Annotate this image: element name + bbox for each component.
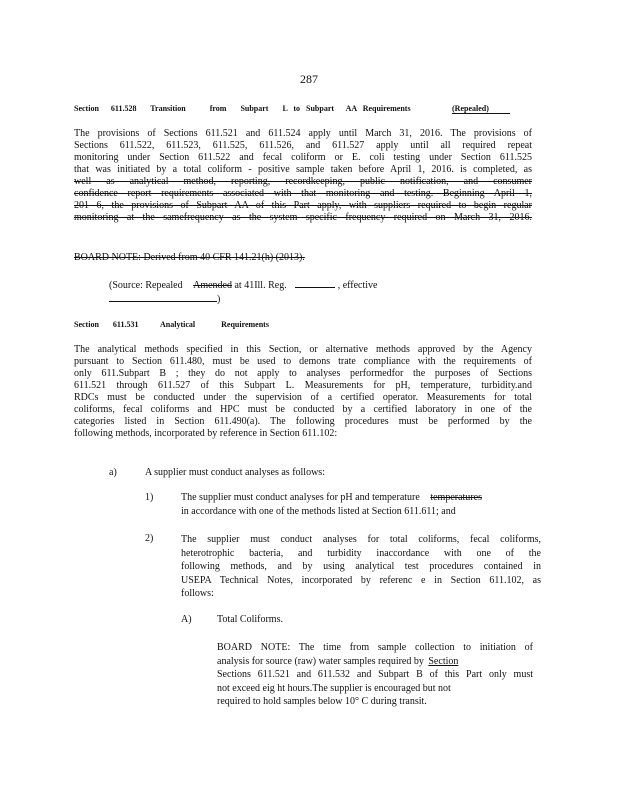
text-line: The analytical methods specified in this Section, or alternative methods approved by the Agency [74, 344, 532, 355]
text-line: follows: [181, 588, 214, 599]
section-531-heading: Section 611.531 Analytical Requirements [74, 320, 269, 329]
section-underlined-word: Section [428, 655, 459, 667]
struck-line: 201 6, the provisions of Subpart AA of this Part apply, with suppliers required to begin regular [74, 200, 532, 211]
text-line: following methods, incorporated by reference in Section 611.102: [74, 428, 338, 439]
note-line2-text: analysis for source (raw) water samples required by [217, 655, 424, 667]
text-line: USEPA Technical Notes, incorporated by referenc e in Section 611.102, as [181, 574, 541, 586]
source-mid: at 41Ill. Reg. [234, 280, 287, 291]
text-line: coliforms, fecal coliforms and HPC must be conducted by a certified laboratory in one of the [74, 404, 532, 415]
register-volume-blank [295, 278, 335, 288]
effective-date-blank [109, 292, 217, 302]
source-note [109, 278, 378, 292]
text-line: 611.521 through 611.527 of this Subpart L. Measurements for pH, temperature, turbidity.and [74, 380, 532, 391]
section-528-heading: Section 611.528 Transition from Subpart L to Subpart AA Requirements [74, 104, 411, 113]
repealed-label: (Repealed) [452, 104, 510, 114]
subsection-a-text: A supplier must conduct analyses as follows: [145, 467, 325, 478]
text-line: categories listed in Section 611.490(a). The following procedures must be performed by the [74, 416, 532, 427]
section-528-paragraph [74, 128, 532, 224]
item-1-struck-word: temperatures [430, 492, 482, 503]
text-line: required to hold samples below 10° C during transit. [217, 696, 427, 707]
text-line: heterotrophic bacteria, and turbidity inaccordance with one of the [181, 547, 541, 559]
item-1-line2: in accordance with one of the methods listed at Section 611.611; and [181, 506, 456, 517]
text-line: BOARD NOTE: The time from sample collection to initiation of [217, 642, 533, 653]
item-1-text: The supplier must conduct analyses for pH and temperature [181, 492, 420, 503]
text-line: The supplier must conduct analyses for total coliforms, fecal coliforms, [181, 534, 541, 545]
subsection-a-label: a) [109, 467, 117, 478]
source-note-line2 [109, 292, 220, 306]
text-line [217, 655, 533, 669]
text-line: not exceed eig ht hours.The supplier is encouraged but not [217, 682, 451, 694]
struck-line: monitoring at the samefrequency as the system specific frequency required on March 31, 2016. [74, 212, 532, 223]
item-1-label: 1) [145, 492, 154, 503]
board-note-coliforms [217, 641, 533, 709]
source-effective: , effective [337, 280, 378, 291]
struck-line: confidence report requirements associated with that monitoring and testing. Beginning April 1, [74, 188, 532, 199]
text-line: only 611.Subpart B ; they do not apply to analyses performedfor the purposes of Sections [74, 368, 532, 379]
text-line: RDCs must be conducted under the supervision of a certified operator. Measurements for total [74, 392, 532, 403]
board-note-derived: BOARD NOTE: Derived from 40 CFR 141.21(h) (2013). [74, 252, 305, 263]
text-line: that was initiated by a total coliform - positive sample taken before April 1, 2016. is completed, as [74, 164, 532, 175]
struck-line: well as analytical method, reporting, recordkeeping, public notification, and consumer [74, 176, 532, 187]
text-line: Sections 611.521 and 611.532 and Subpart B of this Part only must [217, 669, 533, 680]
page-number: 287 [300, 72, 318, 86]
item-2-paragraph [181, 533, 541, 601]
source-struck-word: Amended [193, 280, 232, 291]
text-line: The provisions of Sections 611.521 and 611.524 apply until March 31, 2016. The provisions of [74, 128, 532, 139]
item-A-text: Total Coliforms. [217, 614, 283, 625]
text-line: following methods, and by using analytical test procedures contained in [181, 561, 541, 572]
text-line: Sections 611.522, 611.523, 611.525, 611.526, and 611.527 apply until all required repeat [74, 140, 532, 151]
item-2-label: 2) [145, 533, 154, 544]
source-prefix: (Source: Repealed [109, 280, 183, 291]
item-A-label: A) [181, 614, 192, 625]
text-line: pursuant to Section 611.480, must be used to demons trate compliance with the requirements of [74, 356, 532, 367]
text-line: monitoring under Section 611.522 and fecal coliform or E. coli testing under Section 611.525 [74, 152, 532, 163]
item-1-line1 [181, 492, 482, 504]
source-close: ) [217, 294, 221, 305]
section-531-paragraph [74, 344, 532, 440]
